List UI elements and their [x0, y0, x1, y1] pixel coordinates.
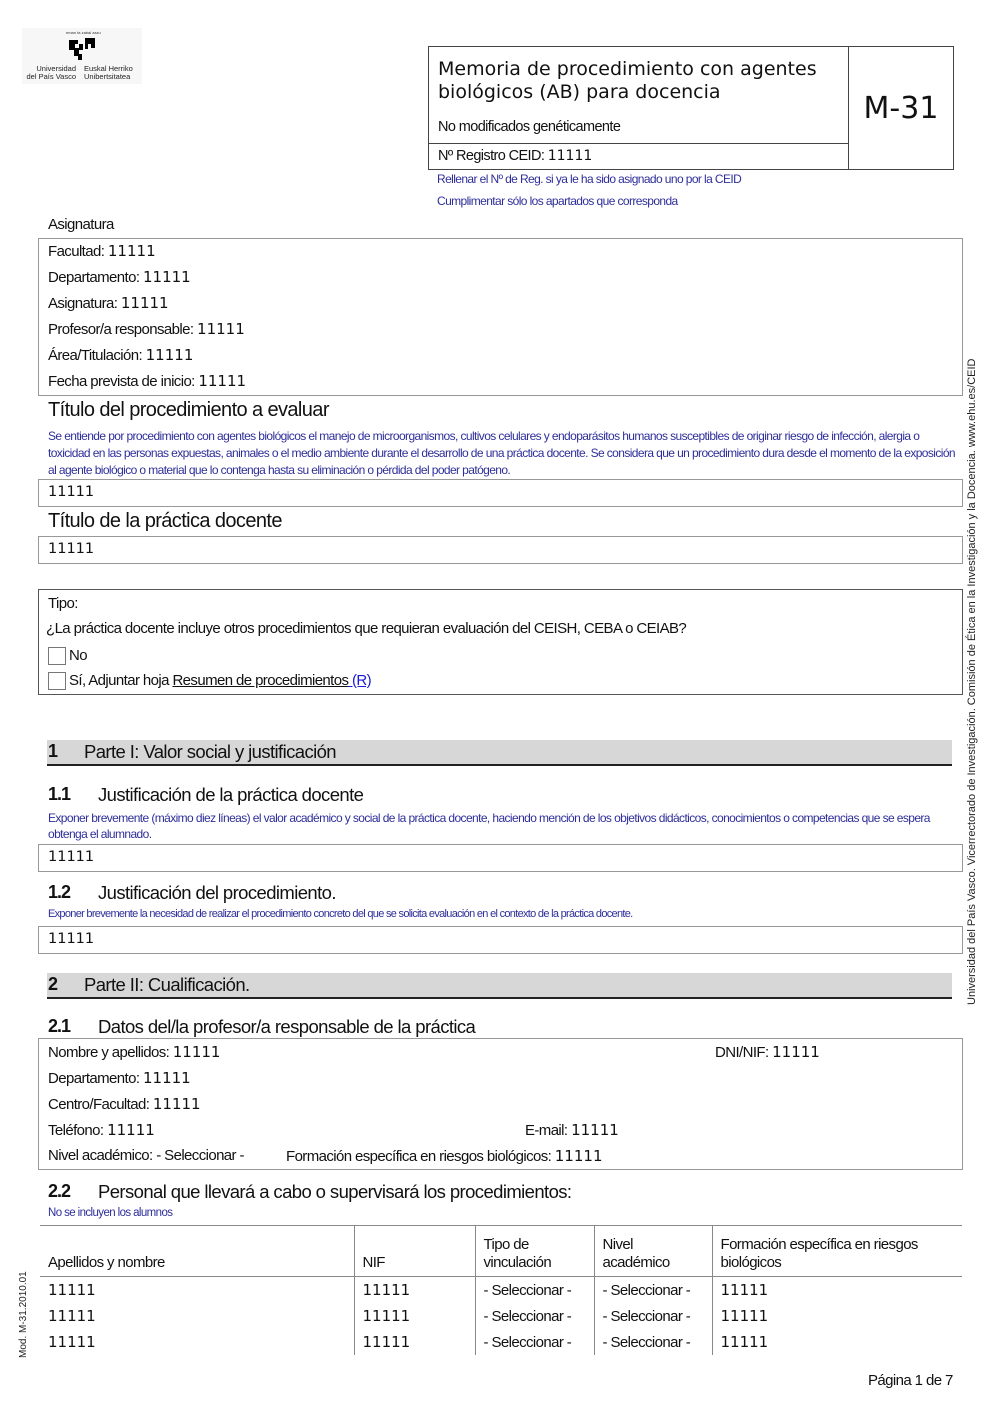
resumen-procedimientos-link[interactable]: Resumen de procedimientos [172, 672, 349, 689]
cell-nivel-select[interactable]: - Seleccionar - [594, 1329, 712, 1355]
university-emblem-icon [67, 36, 97, 62]
cell-formacion[interactable]: 11111 [712, 1329, 962, 1355]
procedimiento-title-field[interactable] [38, 479, 963, 507]
field-facultad[interactable]: Facultad: 11111 [48, 242, 156, 260]
subsection-1-1: 1.1 Justificación de la práctica docente [48, 784, 364, 805]
field-formacion[interactable]: Formación específica en riesgos biológicos: 11111 [286, 1147, 603, 1165]
field-asignatura[interactable]: Asignatura: 11111 [48, 294, 169, 312]
field-departamento-profesor[interactable]: Departamento: 11111 [48, 1069, 191, 1087]
field-profesor-responsable[interactable]: Profesor/a responsable: 11111 [48, 320, 245, 338]
subsection-2-2: 2.2 Personal que llevará a cabo o supervisará los procedimientos: [48, 1181, 572, 1202]
section-title: Parte I: Valor social y justificación [84, 741, 336, 762]
col-tipo-vinculacion: Tipo de vinculación [475, 1226, 594, 1277]
tipo-question: ¿La práctica docente incluye otros procedimientos que requieran evaluación del CEISH, CEBA o CEIAB? [46, 620, 687, 637]
university-logo [22, 28, 142, 84]
form-title: Memoria de procedimiento con agentes biológicos (AB) para docencia [438, 58, 817, 103]
practica-title-field[interactable] [38, 536, 963, 564]
subsection-2-2-note: No se incluyen los alumnos [48, 1207, 173, 1219]
cell-vinculacion-select[interactable]: - Seleccionar - [475, 1277, 594, 1304]
field-dni[interactable]: DNI/NIF: 11111 [715, 1043, 820, 1061]
cell-nif[interactable]: 11111 [354, 1277, 475, 1304]
cell-vinculacion-select[interactable]: - Seleccionar - [475, 1303, 594, 1329]
section-parte-1 [47, 740, 952, 766]
nivel-select[interactable]: - Seleccionar - [156, 1147, 244, 1164]
field-email[interactable]: E-mail: 11111 [525, 1121, 619, 1139]
procedimiento-title-value[interactable]: 11111 [48, 484, 95, 500]
cell-nif[interactable]: 11111 [354, 1329, 475, 1355]
table-row [40, 1303, 962, 1329]
cell-nif[interactable]: 11111 [354, 1303, 475, 1329]
side-vertical-text: Universidad del País Vasco. Vicerrectorado de Investigación. Comisión de Ética en la Investigación y la Docencia. www.ehu.es/CEID [966, 358, 978, 1005]
staff-table [40, 1225, 962, 1355]
col-formacion: Formación específica en riesgos biológicos [712, 1226, 962, 1277]
tipo-label: Tipo: [48, 595, 78, 612]
field-nombre[interactable]: Nombre y apellidos: 11111 [48, 1043, 221, 1061]
cell-formacion[interactable]: 11111 [712, 1277, 962, 1304]
cell-nombre[interactable]: 11111 [48, 1333, 96, 1351]
col-nif: NIF [354, 1226, 475, 1277]
subsection-1-2-note: Exponer brevemente la necesidad de realizar el procedimiento concreto del que se solicita evaluación en el contexto de la práctica docente. [48, 908, 633, 920]
field-telefono[interactable]: Teléfono: 11111 [48, 1121, 155, 1139]
tipo-box [38, 589, 963, 695]
procedimiento-note: Se entiende por procedimiento con agentes biológicos el manejo de microorganismos, cultivos celulares y endoparásitos humanos susceptibles de originar riesgo de infección, alergia o toxicidad en las personas expuestas, animales o el medio ambiente durante el desarrollo de una práctica docente. Se considera que un procedimiento dura desde el momento de la exposición al agente biológico o material que lo contenga hasta su eliminación o pérdida del poder patógeno. [48, 429, 955, 477]
cell-vinculacion-select[interactable]: - Seleccionar - [475, 1329, 594, 1355]
form-subtitle: No modificados genéticamente [438, 119, 621, 135]
registry-label: Nº Registro CEID: [438, 148, 545, 164]
checkbox-no[interactable] [48, 647, 66, 665]
justificacion-procedimiento-value[interactable]: 11111 [48, 931, 95, 947]
page-number: Página 1 de 7 [868, 1372, 953, 1389]
subsection-2-1: 2.1 Datos del/la profesor/a responsable de la práctica [48, 1016, 476, 1037]
table-header-row [40, 1226, 962, 1277]
registry-field[interactable] [438, 148, 592, 164]
field-nivel-academico[interactable]: Nivel académico: - Seleccionar - [48, 1147, 244, 1164]
justificacion-practica-value[interactable]: 11111 [48, 849, 95, 865]
field-fecha-inicio[interactable]: Fecha prevista de inicio: 11111 [48, 372, 247, 390]
col-apellidos-nombre: Apellidos y nombre [40, 1226, 354, 1277]
option-no-label: No [69, 647, 87, 664]
cell-formacion[interactable]: 11111 [712, 1303, 962, 1329]
registry-value[interactable]: 11111 [547, 148, 593, 164]
field-departamento[interactable]: Departamento: 11111 [48, 268, 191, 286]
profesor-box [38, 1038, 963, 1170]
table-row [40, 1329, 962, 1355]
fill-note: Cumplimentar sólo los apartados que corresponda [437, 194, 678, 208]
asignatura-heading: Asignatura [48, 216, 114, 233]
logo-motto: eman ta zabal zazu [66, 30, 101, 35]
model-code: Mod. M-31.2010.01 [18, 1271, 29, 1358]
form-header [428, 46, 954, 170]
form-code: M-31 [863, 90, 939, 126]
section-parte-2 [47, 973, 952, 999]
cell-nivel-select[interactable]: - Seleccionar - [594, 1303, 712, 1329]
col-nivel-academico: Nivel académico [594, 1226, 712, 1277]
cell-nombre[interactable]: 11111 [48, 1307, 96, 1325]
registry-note: Rellenar el Nº de Reg. si ya le ha sido asignado uno por la CEID [437, 172, 742, 186]
subsection-1-2: 1.2 Justificación del procedimiento. [48, 882, 336, 903]
field-area-titulacion[interactable]: Área/Titulación: 11111 [48, 346, 194, 364]
justificacion-practica-field[interactable] [38, 844, 963, 872]
subsection-1-1-note: Exponer brevemente (máximo diez líneas) el valor académico y social de la práctica docente, haciendo mención de los objetivos didácticos, conocimientos o competencias que se espera obtenga el alumnado. [48, 811, 930, 841]
logo-university-es: Universidad del País Vasco [26, 64, 76, 81]
resumen-r-link[interactable]: (R) [348, 672, 371, 689]
practica-title-value[interactable]: 11111 [48, 541, 95, 557]
justificacion-procedimiento-field[interactable] [38, 926, 963, 954]
section-title: Parte II: Cualificación. [84, 974, 250, 995]
cell-nivel-select[interactable]: - Seleccionar - [594, 1277, 712, 1304]
table-row [40, 1277, 962, 1304]
section-number: 1 [48, 741, 59, 761]
procedimiento-heading: Título del procedimiento a evaluar [48, 399, 329, 421]
cell-nombre[interactable]: 11111 [48, 1281, 96, 1299]
practica-heading: Título de la práctica docente [48, 510, 282, 532]
checkbox-si[interactable] [48, 672, 66, 690]
field-centro[interactable]: Centro/Facultad: 11111 [48, 1095, 201, 1113]
logo-university-eu: Euskal Herriko Unibertsitatea [84, 64, 133, 81]
section-number: 2 [48, 974, 59, 994]
asignatura-box [38, 238, 963, 396]
option-si-label: Sí, Adjuntar hoja Resumen de procedimientos (R) [69, 672, 371, 689]
